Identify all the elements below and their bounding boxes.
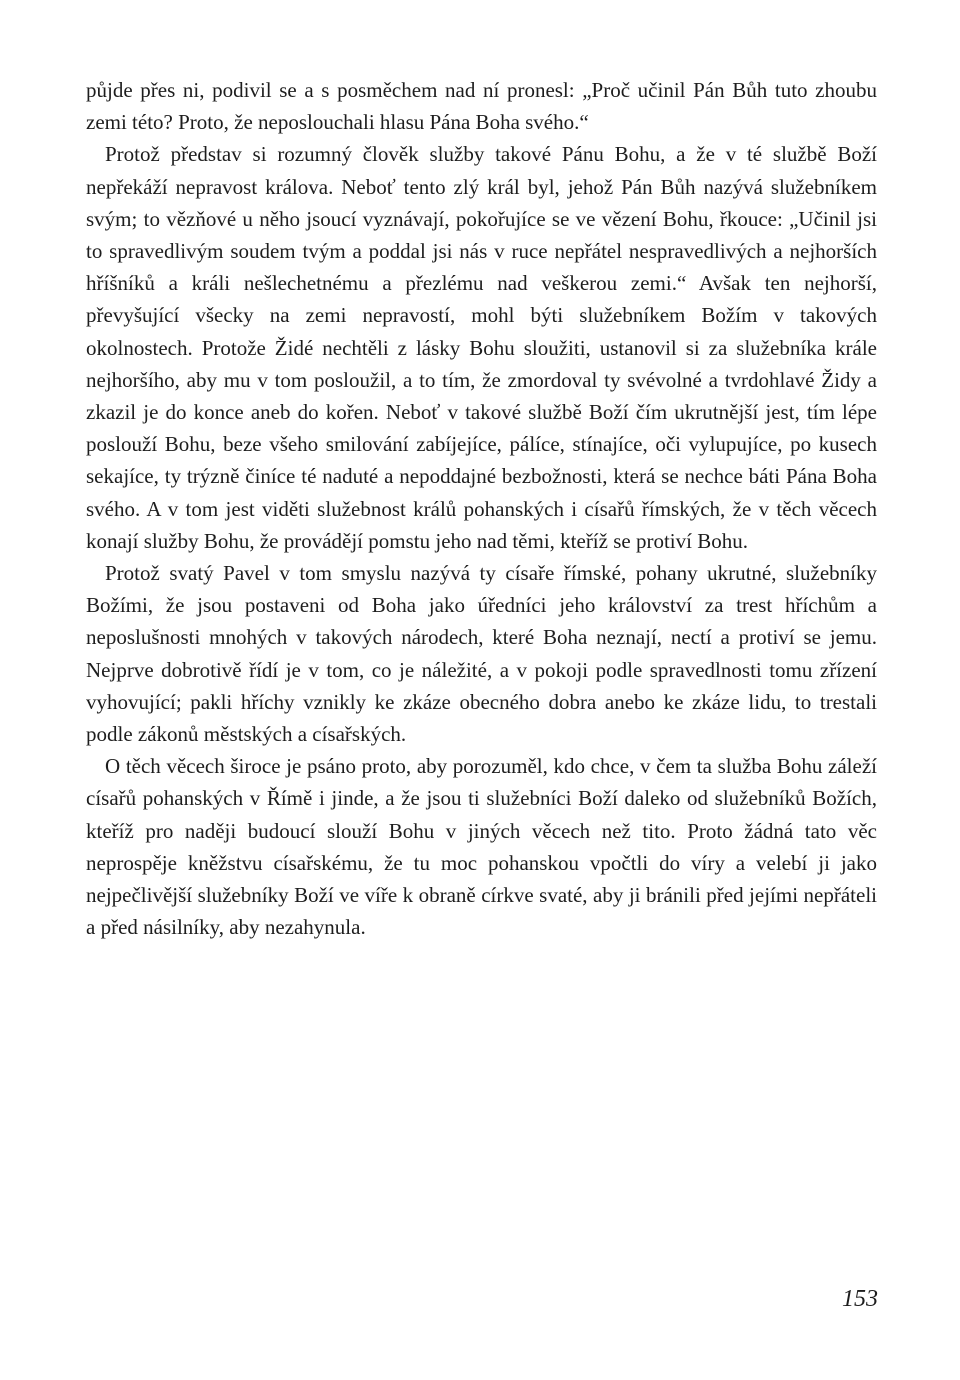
paragraph-1: půjde přes ni, podivil se a s posměchem nad ní pronesl: „Proč učinil Pán Bůh tuto zhoubu zemi této? Proto, že neposlouchali hlasu Pána Boha svého.“ (86, 78, 877, 135)
paragraph-4: O těch věcech široce je psáno proto, aby porozuměl, kdo chce, v čem ta služba Bohu záleží císařů pohanských v Římě i jinde, a že jsou ti služebníci Boží daleko od služebníků Božích, kteříž pro naději budoucí slouží Bohu v jiných věcech než tito. Proto žádná tato věc neprospěje kněžstvu císařskému, že tu moc pohanskou vpočtli do víry a velebí ji jako nejpečlivější služebníky Boží ve víře k obraně církve svaté, aby ji bránili před jejími nepřáteli a před násilníky, aby nezahynula. (86, 754, 877, 940)
body-text (86, 74, 877, 943)
paragraph-2: Protož představ si rozumný člověk služby takové Pánu Bohu, a že v té službě Boží nepřekáží nepravost králova. Neboť tento zlý král byl, jehož Pán Bůh nazývá služebníkem svým; to vězňové u něho jsoucí vyznávají, pokořujíce se ve vězení Bohu, řkouce: „Učinil jsi to spravedlivým soudem tvým a poddal jsi nás v ruce nepřátel nespravedlivých a nejhorších hříšníků a králi nešlechetnému a přezlému nad veškerou zemi.“ Avšak ten nejhorší, převyšující všecky na zemi nepravostí, mohl býti služebníkem Božím v takových okolnostech. Protože Židé nechtěli z lásky Bohu sloužiti, ustanovil si za služebníka krále nejhoršího, aby mu v tom posloužil, a to tím, že zmordoval ty svévolné a tvrdohlavé Židy a zkazil je do konce aneb do kořen. Neboť v takové službě Boží čím ukrutnější jest, tím lépe poslouží Bohu, beze všeho smilování zabíjejíce, pálíce, stínajíce, oči vylupujíce, po kusech sekajíce, ty trýzně činíce té naduté a nepoddajné bezbožnosti, která se nechce báti Pána Boha svého. A v tom jest viděti služebnost králů pohanských i císařů římských, že v těch věcech konají služby Bohu, že provádějí pomstu jeho nad těmi, kteříž se protiví Bohu. (86, 142, 877, 553)
page-number: 153 (842, 1286, 878, 1312)
paragraph-3: Protož svatý Pavel v tom smyslu nazývá ty císaře římské, pohany ukrutné, služebníky Božími, že jsou postaveni od Boha jako úředníci jeho království za trest hříchům a neposlušnosti mnohých v takových národech, které Boha neznají, nectí a protiví se jemu. Nejprve dobrotivě řídí je v tom, co je náležité, a v pokoji podle spravedlnosti tomu zřízení vyhovující; pakli hříchy vznikly ke zkáze obecného dobra anebo ke zkáze lidu, to trestali podle zákonů městských a císařských. (86, 561, 877, 747)
